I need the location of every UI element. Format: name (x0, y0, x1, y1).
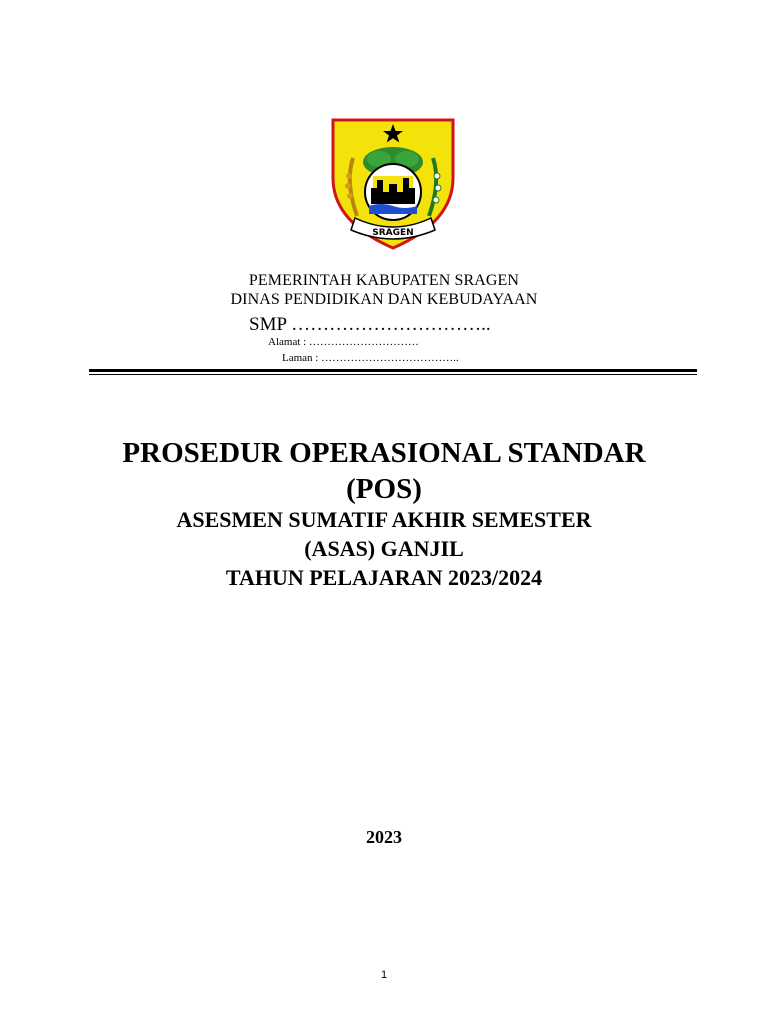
document-title-line1: PROSEDUR OPERASIONAL STANDAR (122, 437, 646, 469)
svg-text:SRAGEN: SRAGEN (372, 228, 414, 238)
address-line: Alamat : ………………………… (268, 336, 419, 348)
document-subtitle-line1: ASESMEN SUMATIF AKHIR SEMESTER (176, 507, 592, 532)
document-year: 2023 (366, 827, 402, 847)
page-number: 1 (380, 969, 388, 981)
department-name: DINAS PENDIDIKAN DAN KEBUDAYAAN (230, 291, 538, 308)
letterhead-divider-thin (89, 374, 697, 375)
letterhead-divider-thick (89, 369, 697, 372)
sragen-regency-coat-of-arms-icon (331, 118, 455, 250)
document-title-line2: (POS) (346, 473, 422, 505)
academic-year: TAHUN PELAJARAN 2023/2024 (225, 565, 543, 590)
website-line: Laman : ……………………………….. (282, 352, 459, 364)
government-name: PEMERINTAH KABUPATEN SRAGEN (248, 272, 520, 289)
school-name-placeholder: SMP ………………………….. (249, 314, 491, 335)
document-subtitle-line2: (ASAS) GANJIL (304, 536, 464, 561)
